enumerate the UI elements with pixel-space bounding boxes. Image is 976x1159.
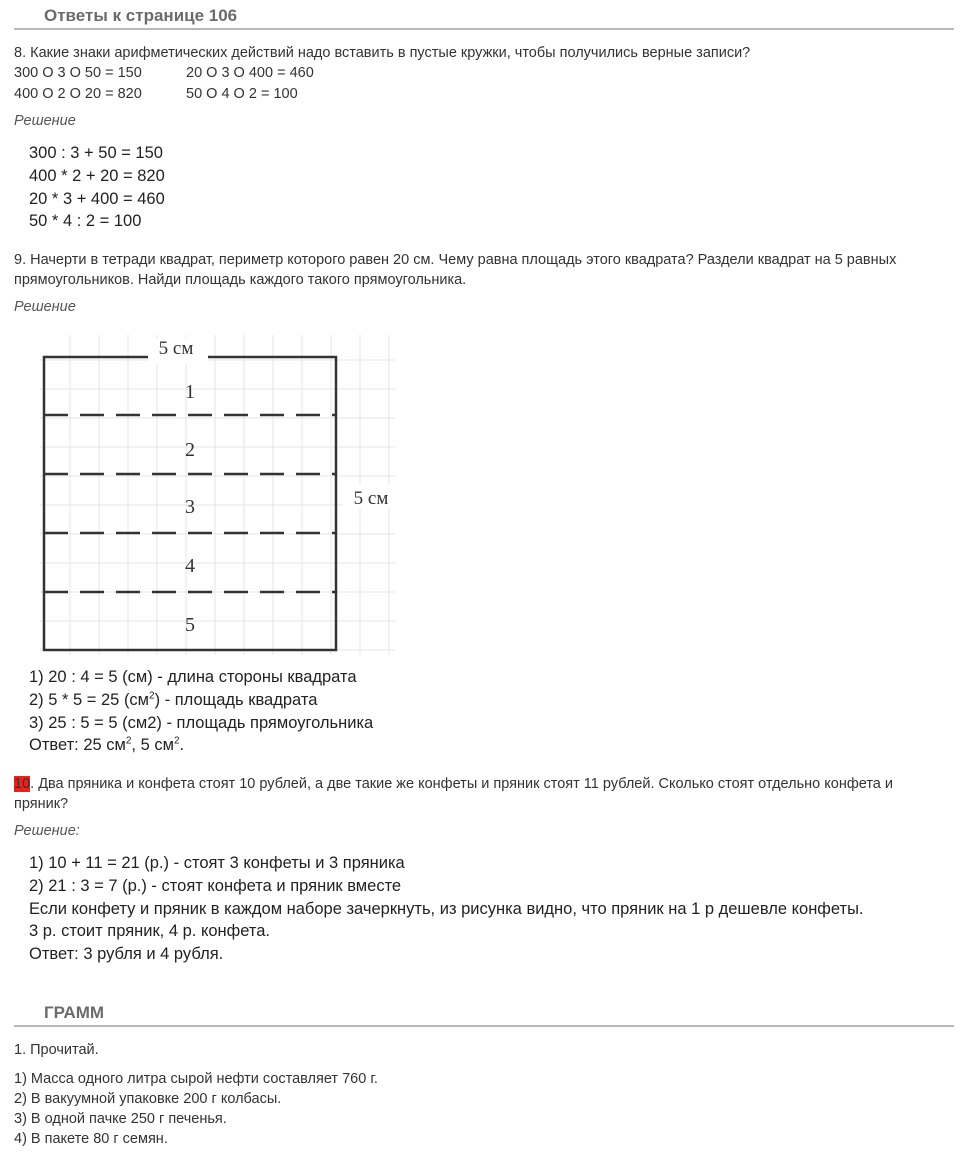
task9-step-3: 3) 25 : 5 = 5 (см2) - площадь прямоугольника	[29, 713, 374, 732]
gram-item: 4) В пакете 80 г семян.	[14, 1131, 168, 1147]
task9-solution-label: Решение	[14, 299, 76, 315]
task8-solution-line: 20 * 3 + 400 = 460	[29, 189, 165, 208]
task10-solution-label: Решение:	[14, 823, 80, 839]
gram-item: 1) Масса одного литра сырой нефти составляет 760 г.	[14, 1071, 378, 1087]
section-title-gram: ГРАММ	[14, 1003, 954, 1027]
task9-question: 9. Начерти в тетради квадрат, периметр которого равен 20 см. Чему равна площадь этого квадрата? Раздели квадрат на 5 равных прямоугольников. Найди площадь каждого такого прямоугольника.	[14, 252, 897, 288]
gram-intro: 1. Прочитай.	[14, 1042, 99, 1058]
task9-step-2: 2) 5 * 5 = 25 $(см^2)$ - площадь квадрата	[29, 690, 318, 709]
part-label-3: 3	[185, 496, 195, 518]
task9-step-1: 1) 20 : 4 = 5 (см) - длина стороны квадрата	[29, 668, 357, 686]
task8-solution-line: 300 : 3 + 50 = 150	[29, 144, 163, 162]
task10-solution	[29, 852, 864, 966]
grid-background	[40, 335, 395, 655]
part-label-1: 1	[185, 381, 195, 403]
gram-item: 2) В вакуумной упаковке 200 г колбасы.	[14, 1091, 282, 1107]
task8-solution	[29, 142, 165, 233]
task10-solution-line: Ответ: 3 рубля и 4 рубля.	[29, 945, 224, 964]
task10-solution-line: Если конфету и пряник в каждом наборе зачеркнуть, из рисунка видно, что пряник на 1 р дешевле конфеты.	[29, 899, 864, 918]
task8-row-1-left: 300 О 3 О 50 = 150	[14, 65, 142, 81]
task9-solution	[29, 666, 373, 757]
task8-row-1	[14, 63, 314, 83]
page-title: Ответы к странице 106	[14, 6, 954, 30]
task10-solution-line: 1) 10 + 11 = 21 (р.) - стоят 3 конфеты и 3 пряника	[29, 854, 405, 872]
task10-number-highlight: 10	[14, 776, 31, 792]
part-label-2: 2	[185, 439, 195, 461]
task10-question: 10. Два пряника и конфета стоят 10 рублей, а две такие же конфеты и пряник стоят 11 рублей. Сколько стоят отдельно конфета и пряник?	[14, 776, 894, 812]
part-label-5: 5	[185, 614, 195, 636]
task8-solution-line: 50 * 4 : 2 = 100	[29, 212, 142, 231]
square-division-figure	[30, 330, 410, 660]
task10-solution-line: 3 р. стоит пряник, 4 р. конфета.	[29, 922, 270, 941]
task8-solution-line: 400 * 2 + 20 = 820	[29, 166, 165, 185]
task9-answer: Ответ: 25 $см^2$, 5 $см^2$.	[29, 735, 185, 755]
right-side-label: 5 см	[353, 488, 389, 509]
task8-question: 8. Какие знаки арифметических действий надо вставить в пустые кружки, чтобы получились верные записи?	[14, 45, 751, 61]
task8-row-2-right: 50 О 4 О 2 = 100	[186, 86, 298, 102]
task10-solution-line: 2) 21 : 3 = 7 (р.) - стоят конфета и пряник вместе	[29, 876, 402, 895]
task8-row-2	[14, 84, 298, 104]
task8-solution-label: Решение	[14, 113, 76, 129]
part-label-4: 4	[185, 555, 195, 577]
task8-row-2-left: 400 О 2 О 20 = 820	[14, 86, 142, 102]
task8-row-1-right: 20 О 3 О 400 = 460	[186, 65, 314, 81]
top-side-label: 5 см	[158, 338, 194, 359]
gram-item: 3) В одной пачке 250 г печенья.	[14, 1111, 227, 1127]
